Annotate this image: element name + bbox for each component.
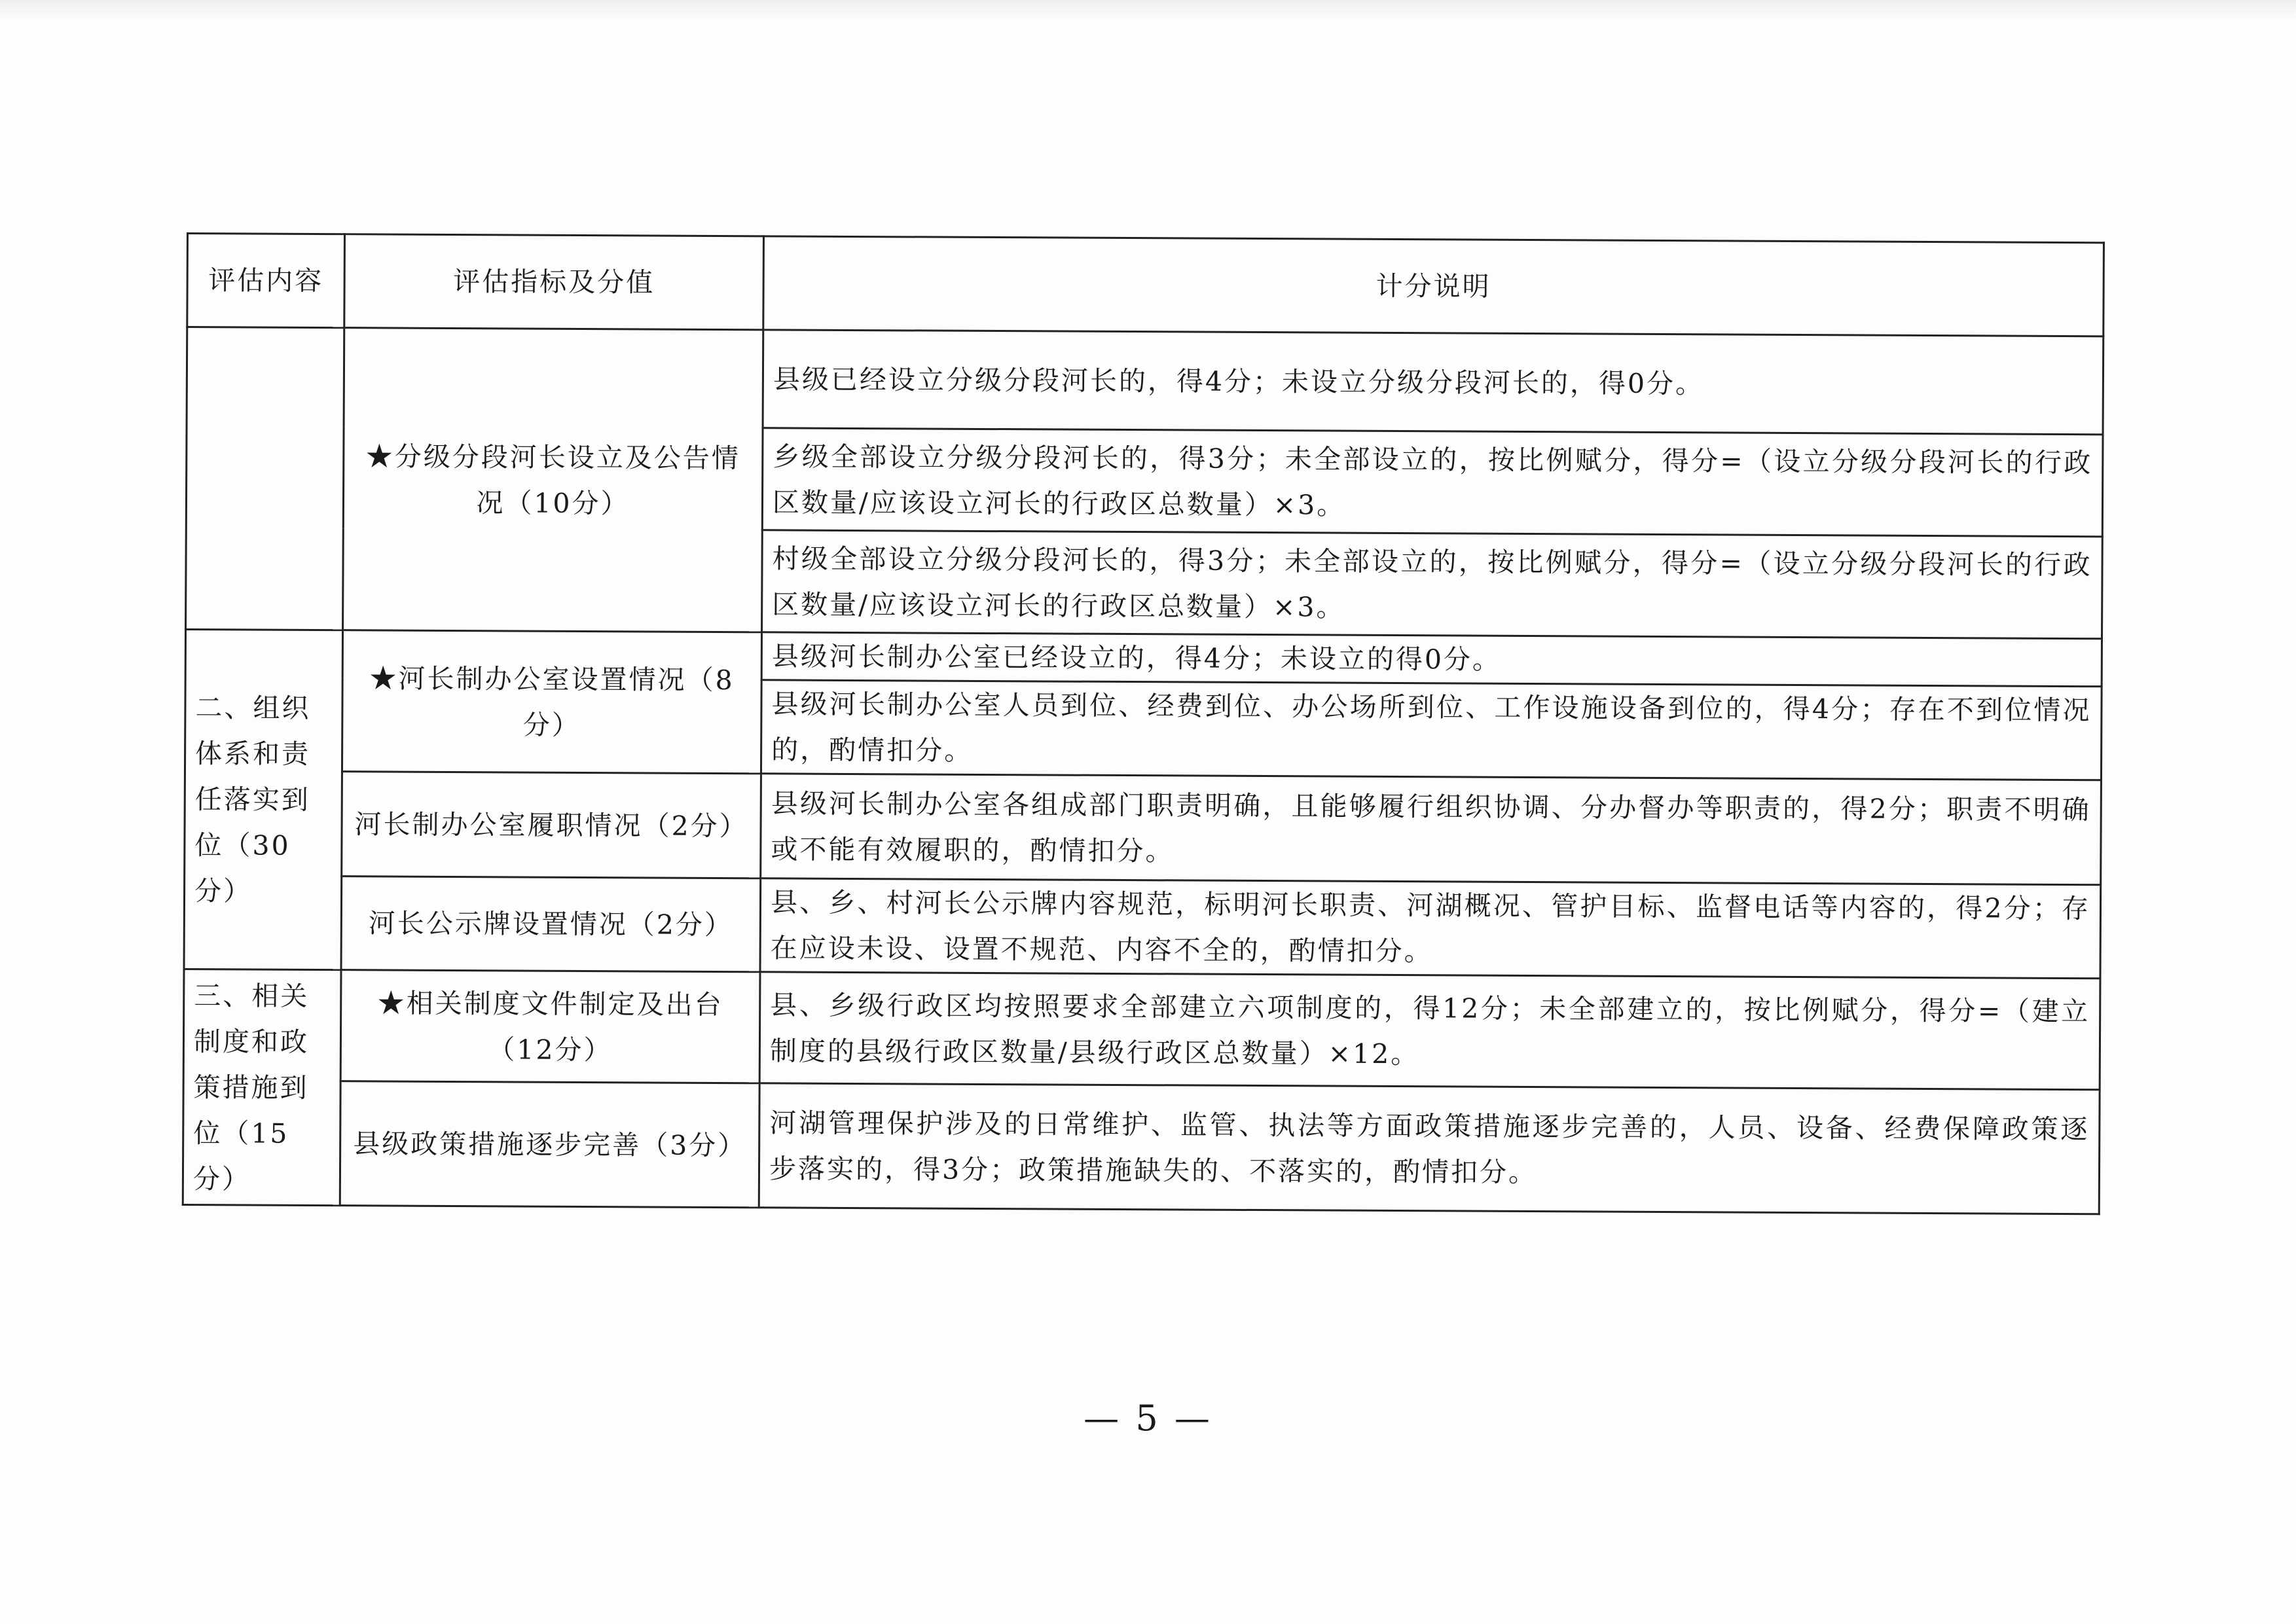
scoring-cell: 县、乡、村河长公示牌内容规范，标明河长职责、河湖概况、管护目标、监督电话等内容的，得2分；存在应设未设、设置不规范、内容不全的，酌情扣分。 bbox=[760, 878, 2101, 979]
indicator-cell: ★相关制度文件制定及出台（12分） bbox=[340, 970, 760, 1083]
table-row bbox=[184, 875, 2101, 978]
table-header-row bbox=[187, 234, 2104, 336]
category-cell: 二、组织体系和责任落实到位（30分） bbox=[184, 630, 343, 970]
evaluation-table bbox=[182, 232, 2105, 1215]
header-indicator: 评估指标及分值 bbox=[344, 234, 764, 330]
category-cell: 三、相关制度和政策措施到位（15分） bbox=[183, 969, 341, 1205]
scoring-cell: 村级全部设立分级分段河长的，得3分；未全部设立的，按比例赋分，得分=（设立分级分段河长的行政区数量/应该设立河长的行政区总数量）×3。 bbox=[762, 530, 2103, 639]
indicator-cell: ★分级分段河长设立及公告情况（10分） bbox=[343, 328, 763, 632]
scoring-cell: 县级河长制办公室已经设立的，得4分；未设立的得0分。 bbox=[761, 632, 2102, 687]
category-cell-empty bbox=[186, 327, 344, 630]
indicator-cell: 河长公示牌设置情况（2分） bbox=[341, 876, 761, 972]
page-number: — 5 — bbox=[1084, 1398, 1212, 1439]
evaluation-table-wrapper bbox=[187, 232, 2105, 1206]
table-row bbox=[185, 630, 2102, 687]
indicator-cell: 河长制办公室履职情况（2分） bbox=[342, 772, 761, 878]
table-row bbox=[187, 327, 2104, 435]
scoring-cell: 县级河长制办公室人员到位、经费到位、办公场所到位、工作设施设备到位的，得4分；存在不到位情况的，酌情扣分。 bbox=[761, 680, 2102, 780]
scoring-cell: 县、乡级行政区均按照要求全部建立六项制度的，得12分；未全部建立的，按比例赋分，得分=（建立制度的县级行政区数量/县级行政区总数量）×12。 bbox=[759, 972, 2100, 1090]
header-scoring: 计分说明 bbox=[763, 236, 2104, 336]
scoring-cell: 县级河长制办公室各组成部门职责明确，且能够履行组织协调、分办督办等职责的，得2分；职责不明确或不能有效履职的，酌情扣分。 bbox=[761, 774, 2102, 885]
scoring-cell: 河湖管理保护涉及的日常维护、监管、执法等方面政策措施逐步完善的，人员、设备、经费保障政策逐步落实的，得3分；政策措施缺失的、不落实的，酌情扣分。 bbox=[759, 1083, 2100, 1214]
indicator-cell: 县级政策措施逐步完善（3分） bbox=[340, 1081, 759, 1208]
scoring-cell: 县级已经设立分级分段河长的，得4分；未设立分级分段河长的，得0分。 bbox=[763, 330, 2104, 435]
scan-edge-shadow bbox=[0, 0, 2296, 20]
table-row bbox=[183, 1080, 2100, 1214]
table-row bbox=[185, 770, 2102, 884]
table-row bbox=[183, 969, 2100, 1089]
header-content: 评估内容 bbox=[187, 234, 345, 328]
indicator-cell: ★河长制办公室设置情况（8分） bbox=[342, 630, 761, 774]
scoring-cell: 乡级全部设立分级分段河长的，得3分；未全部设立的，按比例赋分，得分=（设立分级分段河长的行政区数量/应该设立河长的行政区总数量）×3。 bbox=[762, 428, 2103, 537]
